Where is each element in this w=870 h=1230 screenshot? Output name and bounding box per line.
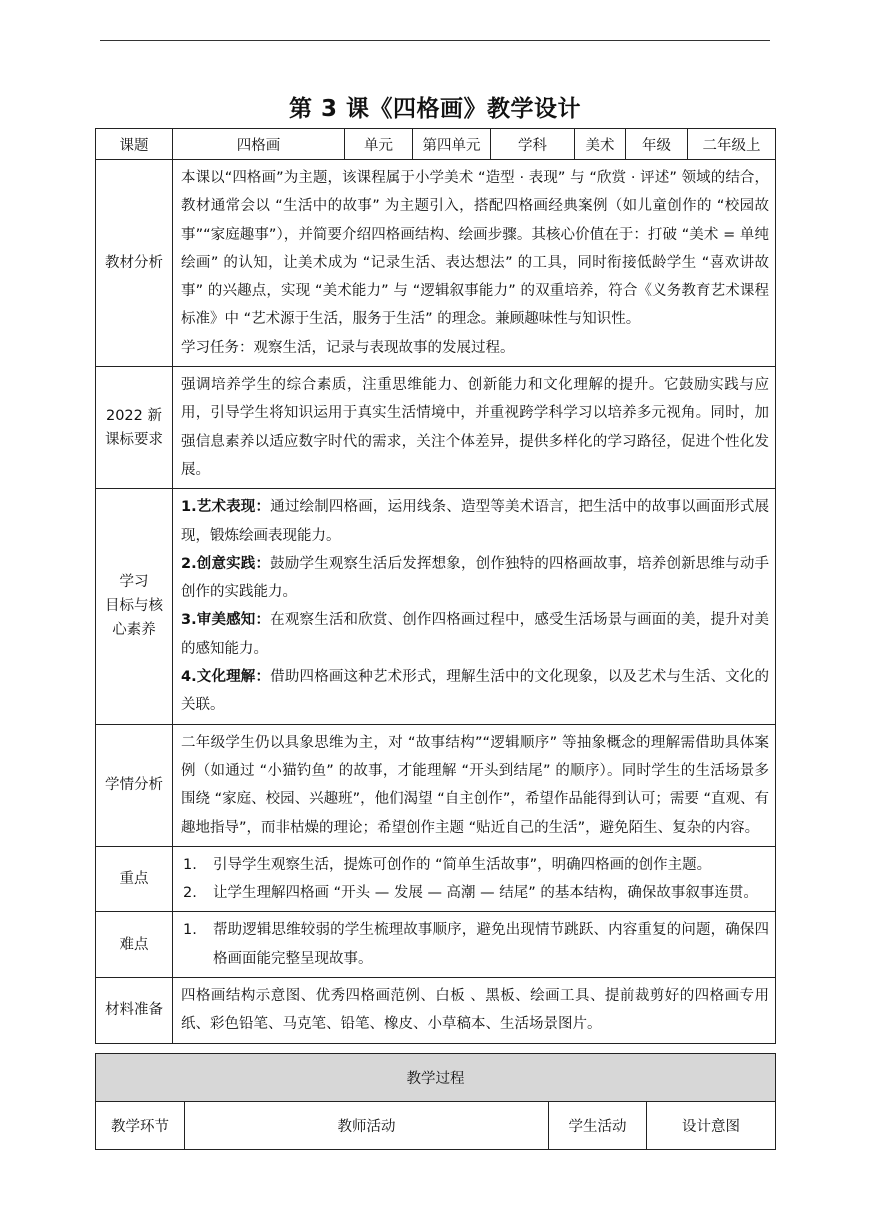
process-title-row xyxy=(96,1054,776,1102)
list-item: 1. 帮助逻辑思维较弱的学生梳理故事顺序，避免出现情节跳跃、内容重复的问题，确保四格画面能完整呈现故事。 xyxy=(183,922,769,967)
goal-item: 1.艺术表现：通过绘制四格画，运用线条、造型等美术语言，把生活中的故事以画面形式展现，锻炼绘画表现能力。 xyxy=(181,499,769,544)
materials-content: 四格画结构示意图、优秀四格画范例、白板 、黑板、绘画工具、提前裁剪好的四格画专用纸、彩色铅笔、马克笔、铅笔、橡皮、小草稿本、生活场景图片。 xyxy=(173,978,776,1044)
material-analysis-text: 本课以“四格画”为主题，该课程属于小学美术 “造型 · 表现” 与 “欣赏 · 评述” 领域的结合，教材通常会以 “生活中的故事” 为主题引入，搭配四格画经典案例（如儿童创作的 “校园故事”“家庭趣事”），并简要介绍四格画结构、绘画步骤。其核心价值在于：打破 “美术 = 单纯绘画” 的认知，让美术成为 “记录生活、表达想法” 的工具，同时衔接低龄学生 “喜欢讲故事” 的兴趣点，实现 “美术能力” 与 “逻辑叙事能力” 的双重培养，符合《义务教育艺术课程标准》中 “艺术源于生活，服务于生活” 的理念。兼顾趣味性与知识性。 xyxy=(181,170,769,328)
material-analysis-label: 教材分析 xyxy=(96,160,173,367)
materials-row xyxy=(96,978,776,1044)
process-header-row xyxy=(96,1102,776,1150)
standard-label: 2022 新 课标要求 xyxy=(96,367,173,489)
difficulties-content xyxy=(173,912,776,978)
subject-label: 学科 xyxy=(491,129,575,160)
goals-content xyxy=(173,489,776,724)
key-points-content xyxy=(173,846,776,912)
material-analysis-row xyxy=(96,160,776,367)
list-item: 2. 让学生理解四格画 “开头 — 发展 — 高潮 — 结尾” 的基本结构，确保故事叙事连贯。 xyxy=(183,885,758,902)
column-header: 教学环节 xyxy=(96,1102,185,1150)
teaching-process-table xyxy=(95,1053,776,1150)
column-header: 学生活动 xyxy=(549,1102,647,1150)
topic-value: 四格画 xyxy=(173,129,345,160)
grade-label: 年级 xyxy=(626,129,688,160)
students-row xyxy=(96,724,776,846)
learning-task: 学习任务：观察生活，记录与表现故事的发展过程。 xyxy=(181,339,515,356)
goal-item: 4.文化理解：借助四格画这种艺术形式，理解生活中的文化现象，以及艺术与生活、文化的关联。 xyxy=(181,669,769,714)
column-header: 设计意图 xyxy=(647,1102,776,1150)
standard-row xyxy=(96,367,776,489)
page-title: 第 3 课《四格画》教学设计 xyxy=(288,96,582,122)
standard-content: 强调培养学生的综合素质，注重思维能力、创新能力和文化理解的提升。它鼓励实践与应用，引导学生将知识运用于真实生活情境中，并重视跨学科学习以培养多元视角。同时，加强信息素养以适应数字时代的需求，关注个体差异，提供多样化的学习路径，促进个性化发展。 xyxy=(173,367,776,489)
grade-value: 二年级上 xyxy=(688,129,776,160)
topic-label: 课题 xyxy=(96,129,173,160)
header-row xyxy=(96,129,776,160)
unit-label: 单元 xyxy=(345,129,413,160)
goals-label: 学习 目标与核 心素养 xyxy=(96,489,173,724)
students-label: 学情分析 xyxy=(96,724,173,846)
goals-row xyxy=(96,489,776,724)
subject-value: 美术 xyxy=(575,129,626,160)
key-points-label: 重点 xyxy=(96,846,173,912)
process-title: 教学过程 xyxy=(96,1054,776,1102)
difficulties-row xyxy=(96,912,776,978)
students-content: 二年级学生仍以具象思维为主，对 “故事结构”“逻辑顺序” 等抽象概念的理解需借助具体案例（如通过 “小猫钓鱼” 的故事，才能理解 “开头到结尾” 的顺序）。同时学生的生活场景多围绕 “家庭、校园、兴趣班”，他们渴望 “自主创作”，希望作品能得到认可；需要 “直观、有趣地指导”，而非枯燥的理论；希望创作主题 “贴近自己的生活”，避免陌生、复杂的内容。 xyxy=(173,724,776,846)
list-item: 1. 引导学生观察生活，提炼可创作的 “简单生活故事”，明确四格画的创作主题。 xyxy=(183,856,712,873)
unit-value: 第四单元 xyxy=(413,129,491,160)
material-analysis-content xyxy=(173,160,776,367)
column-header: 教师活动 xyxy=(185,1102,549,1150)
materials-label: 材料准备 xyxy=(96,978,173,1044)
goal-item: 3.审美感知：在观察生活和欣赏、创作四格画过程中，感受生活场景与画面的美，提升对美的感知能力。 xyxy=(181,612,769,657)
header-rule xyxy=(100,40,770,41)
key-points-row xyxy=(96,846,776,912)
lesson-info-table xyxy=(95,128,776,1044)
difficulties-label: 难点 xyxy=(96,912,173,978)
goal-item: 2.创意实践：鼓励学生观察生活后发挥想象，创作独特的四格画故事，培养创新思维与动手创作的实践能力。 xyxy=(181,555,769,601)
